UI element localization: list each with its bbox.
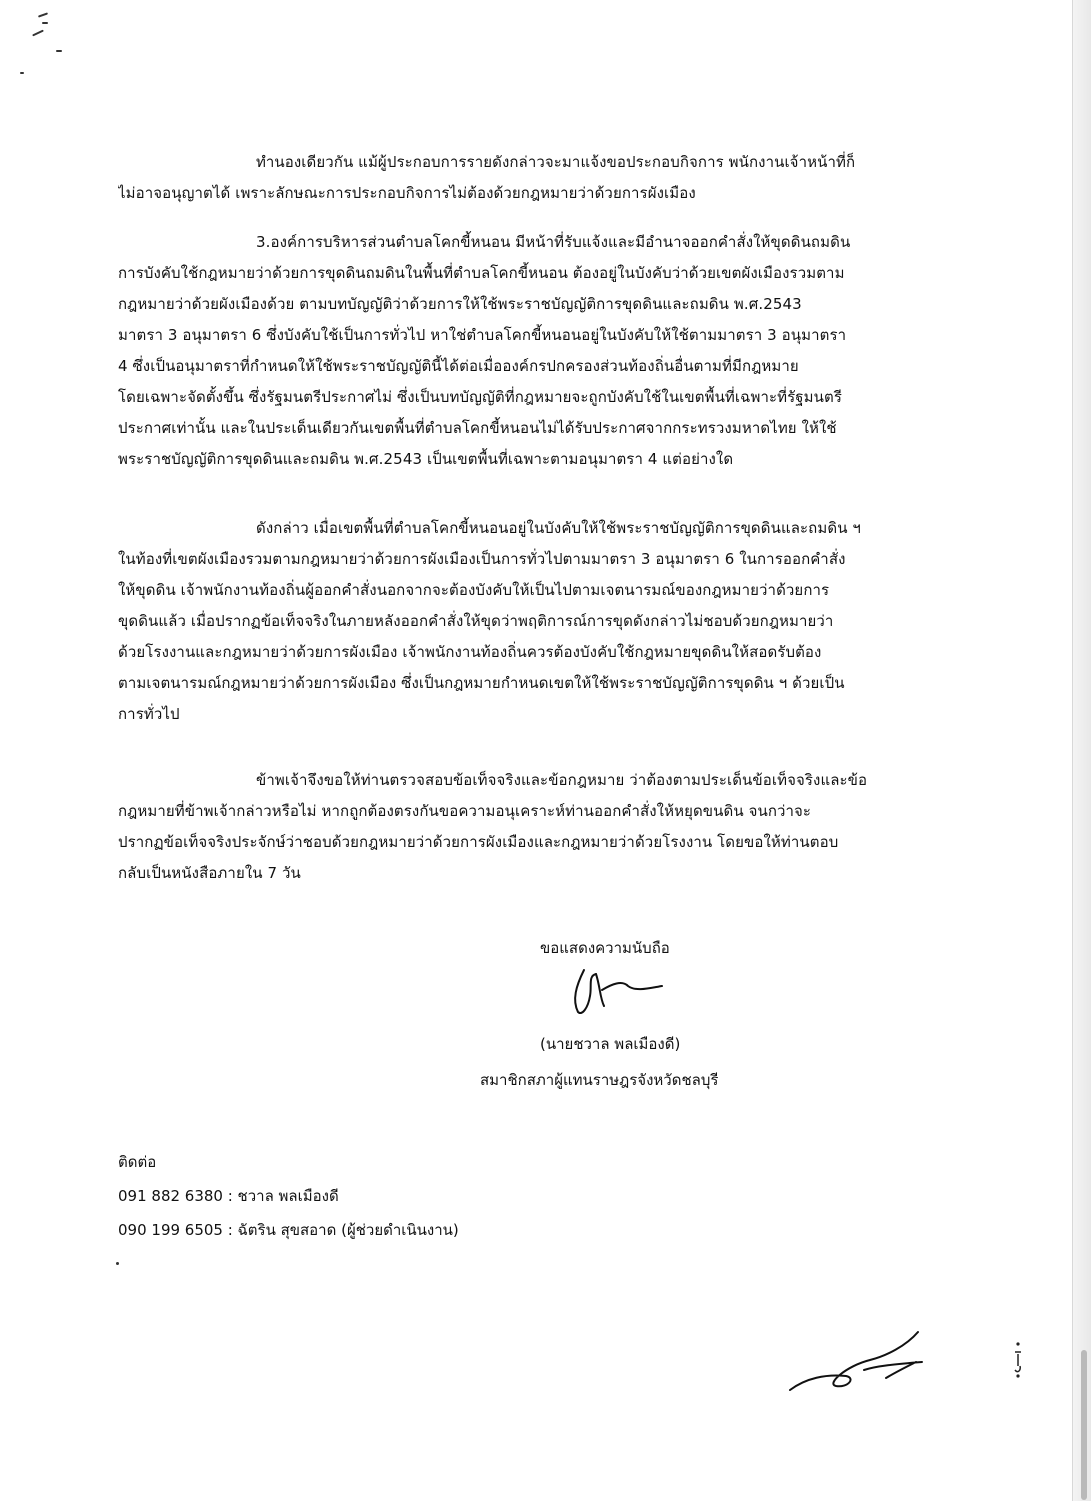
- text-line: 3.องค์การบริหารส่วนตำบลโคกขี้หนอน มีหน้าที่รับแจ้งและมีอำนาจออกคำสั่งให้ขุดดินถมดิน: [256, 233, 851, 251]
- closing-salutation: ขอแสดงความนับถือ: [540, 939, 670, 957]
- scan-dot: [116, 1262, 119, 1265]
- text-line: ข้าพเจ้าจึงขอให้ท่านตรวจสอบข้อเท็จจริงและข้อกฎหมาย ว่าต้องตามประเด็นข้อเท็จจริงและข้อ: [256, 771, 868, 789]
- paragraph-3: [118, 513, 950, 730]
- viewer-scrollbar-track[interactable]: [1072, 0, 1091, 1501]
- text-line: การทั่วไป: [118, 705, 180, 723]
- margin-stamp-mark: [1012, 1340, 1024, 1380]
- contact-row: 091 882 6380 : ชวาล พลเมืองดี: [118, 1187, 339, 1205]
- signer-name: (นายชวาล พลเมืองดี): [540, 1035, 681, 1053]
- initials-signature: [786, 1326, 928, 1398]
- text-line: ปรากฏข้อเท็จจริงประจักษ์ว่าชอบด้วยกฎหมายว่าด้วยการผังเมืองและกฎหมายว่าด้วยโรงงาน โดยขอให้ท่านตอบ: [118, 833, 839, 851]
- text-line: ตามเจตนารมณ์กฎหมายว่าด้วยการผังเมือง ซึ่งเป็นกฎหมายกำหนดเขตให้ใช้พระราชบัญญัติการขุดดิน ฯ ด้วยเป็น: [118, 674, 845, 692]
- paragraph-4: [118, 765, 950, 889]
- contact-heading: ติดต่อ: [118, 1153, 157, 1171]
- paragraph-1: [118, 147, 950, 209]
- viewer-scrollbar-thumb[interactable]: [1081, 1350, 1087, 1500]
- paragraph-2: [118, 227, 950, 475]
- text-line: กฎหมายว่าด้วยผังเมืองด้วย ตามบทบัญญัติว่าด้วยการให้ใช้พระราชบัญญัติการขุดดินและถมดิน พ.ศ.2543: [118, 295, 802, 313]
- text-line: ไม่อาจอนุญาตได้ เพราะลักษณะการประกอบกิจการไม่ต้องด้วยกฎหมายว่าด้วยการผังเมือง: [118, 184, 696, 202]
- signer-position: สมาชิกสภาผู้แทนราษฎรจังหวัดชลบุรี: [480, 1071, 719, 1089]
- text-line: ทำนองเดียวกัน แม้ผู้ประกอบการรายดังกล่าวจะมาแจ้งขอประกอบกิจการ พนักงานเจ้าหน้าที่ก็: [256, 153, 856, 171]
- text-line: ขุดดินแล้ว เมื่อปรากฏข้อเท็จจริงในภายหลังออกคำสั่งให้ขุดว่าพฤติการณ์การขุดดังกล่าวไม่ชอบด้วยกฎหมายว่า: [118, 612, 834, 630]
- text-line: 4 ซึ่งเป็นอนุมาตราที่กำหนดให้ใช้พระราชบัญญัตินี้ได้ต่อเมื่อองค์กรปกครองส่วนท้องถิ่นอื่นตามที่มีกฎหมาย: [118, 357, 799, 375]
- text-line: ประกาศเท่านั้น และในประเด็นเดียวกันเขตพื้นที่ตำบลโคกขี้หนอนไม่ได้รับประกาศจากกระทรวงมหาดไทย ให้ใช้: [118, 419, 837, 437]
- text-line: กฎหมายที่ข้าพเจ้ากล่าวหรือไม่ หากถูกต้องตรงกันขอความอนุเคราะห์ท่านออกคำสั่งให้หยุดขนดิน จนกว่าจะ: [118, 802, 812, 820]
- text-line: พระราชบัญญัติการขุดดินและถมดิน พ.ศ.2543 เป็นเขตพื้นที่เฉพาะตามอนุมาตรา 4 แต่อย่างใด: [118, 450, 734, 468]
- contact-row: 090 199 6505 : ฉัตริน สุขสอาด (ผู้ช่วยดำเนินงาน): [118, 1221, 459, 1239]
- text-line: กลับเป็นหนังสือภายใน 7 วัน: [118, 864, 301, 882]
- text-line: ดังกล่าว เมื่อเขตพื้นที่ตำบลโคกขี้หนอนอยู่ในบังคับให้ใช้พระราชบัญญัติการขุดดินและถมดิน ฯ: [256, 519, 861, 537]
- handwritten-signature: [566, 966, 676, 1018]
- text-line: ในท้องที่เขตผังเมืองรวมตามกฎหมายว่าด้วยการผังเมืองเป็นการทั่วไปตามมาตรา 3 อนุมาตรา 6 ในการออกคำสั่ง: [118, 550, 846, 568]
- text-line: โดยเฉพาะจัดตั้งขึ้น ซึ่งรัฐมนตรีประกาศไม่ ซึ่งเป็นบทบัญญัติที่กฎหมายจะถูกบังคับใช้ในเขตพื้นที่เฉพาะที่รัฐมนตรี: [118, 388, 842, 406]
- text-line: การบังคับใช้กฎหมายว่าด้วยการขุดดินถมดินในพื้นที่ตำบลโคกขี้หนอน ต้องอยู่ในบังคับว่าด้วยเขตผังเมืองรวมตาม: [118, 264, 845, 282]
- text-line: ให้ขุดดิน เจ้าพนักงานท้องถิ่นผู้ออกคำสั่งนอกจากจะต้องบังคับให้เป็นไปตามเจตนารมณ์ของกฎหมายว่าด้วยการ: [118, 581, 830, 599]
- text-line: ด้วยโรงงานและกฎหมายว่าด้วยการผังเมือง เจ้าพนักงานท้องถิ่นควรต้องบังคับใช้กฎหมายขุดดินให้สอดรับต้อง: [118, 643, 822, 661]
- contact-block: [118, 1145, 459, 1247]
- text-line: มาตรา 3 อนุมาตรา 6 ซึ่งบังคับใช้เป็นการทั่วไป หาใช่ตำบลโคกขี้หนอนอยู่ในบังคับให้ใช้ตามมาตรา 3 อนุมาตรา: [118, 326, 847, 344]
